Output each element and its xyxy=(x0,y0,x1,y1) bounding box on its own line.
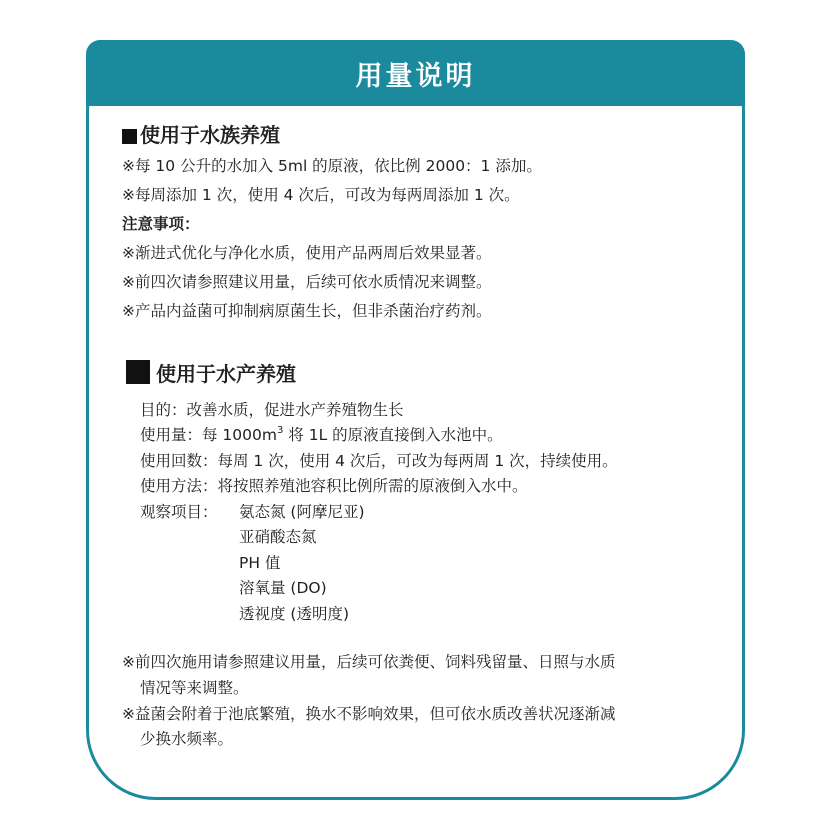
section1-note-2: ※前四次请参照建议用量，后续可依水质情况来调整。 xyxy=(122,273,492,291)
observe-item: 透视度 (透明度) xyxy=(239,605,350,623)
section2-note-1: ※前四次施用请参照建议用量，后续可依粪便、饲料残留量、日照与水质 xyxy=(122,653,616,671)
observe-item: 氨态氮 (阿摩尼亚) xyxy=(239,503,365,521)
frequency-line: 使用回数：每周 1 次，使用 4 次后，可改为每两周 1 次，持续使用。 xyxy=(140,452,618,470)
section2-note-2: ※益菌会附着于池底繁殖，换水不影响效果，但可依水质改善状况逐渐减 xyxy=(122,705,616,723)
section2-note-2-cont: 少换水频率。 xyxy=(140,730,234,748)
method-line: 使用方法：将按照养殖池容积比例所需的原液倒入水中。 xyxy=(140,477,528,495)
section1-line-1: ※每 10 公升的水加入 5ml 的原液，依比例 2000：1 添加。 xyxy=(122,157,542,175)
page-title: 用量说明 xyxy=(86,40,745,106)
section2-heading: 使用于水产养殖 xyxy=(126,360,296,387)
notes-heading: 注意事项： xyxy=(122,215,200,233)
square-bullet-icon xyxy=(126,360,150,384)
section1-note-3: ※产品内益菌可抑制病原菌生长，但非杀菌治疗药剂。 xyxy=(122,302,492,320)
section2-note-1-cont: 情况等来调整。 xyxy=(140,679,249,697)
purpose-line: 目的：改善水质，促进水产养殖物生长 xyxy=(140,401,404,419)
section1-line-2: ※每周添加 1 次，使用 4 次后，可改为每两周添加 1 次。 xyxy=(122,186,520,204)
square-bullet-icon xyxy=(122,129,137,144)
observe-item: 亚硝酸态氮 xyxy=(239,528,317,546)
section1-note-1: ※渐进式优化与净化水质，使用产品两周后效果显著。 xyxy=(122,244,492,262)
section1-heading: 使用于水族养殖 xyxy=(122,122,280,148)
dosage-line: 使用量：每 $1000m^3$ 将 1L 的原液直接倒入水池中。 xyxy=(140,425,503,444)
observe-item: 溶氧量 (DO) xyxy=(239,579,327,597)
observe-item: PH 值 xyxy=(239,554,281,572)
observe-label: 观察项目： xyxy=(140,503,218,521)
